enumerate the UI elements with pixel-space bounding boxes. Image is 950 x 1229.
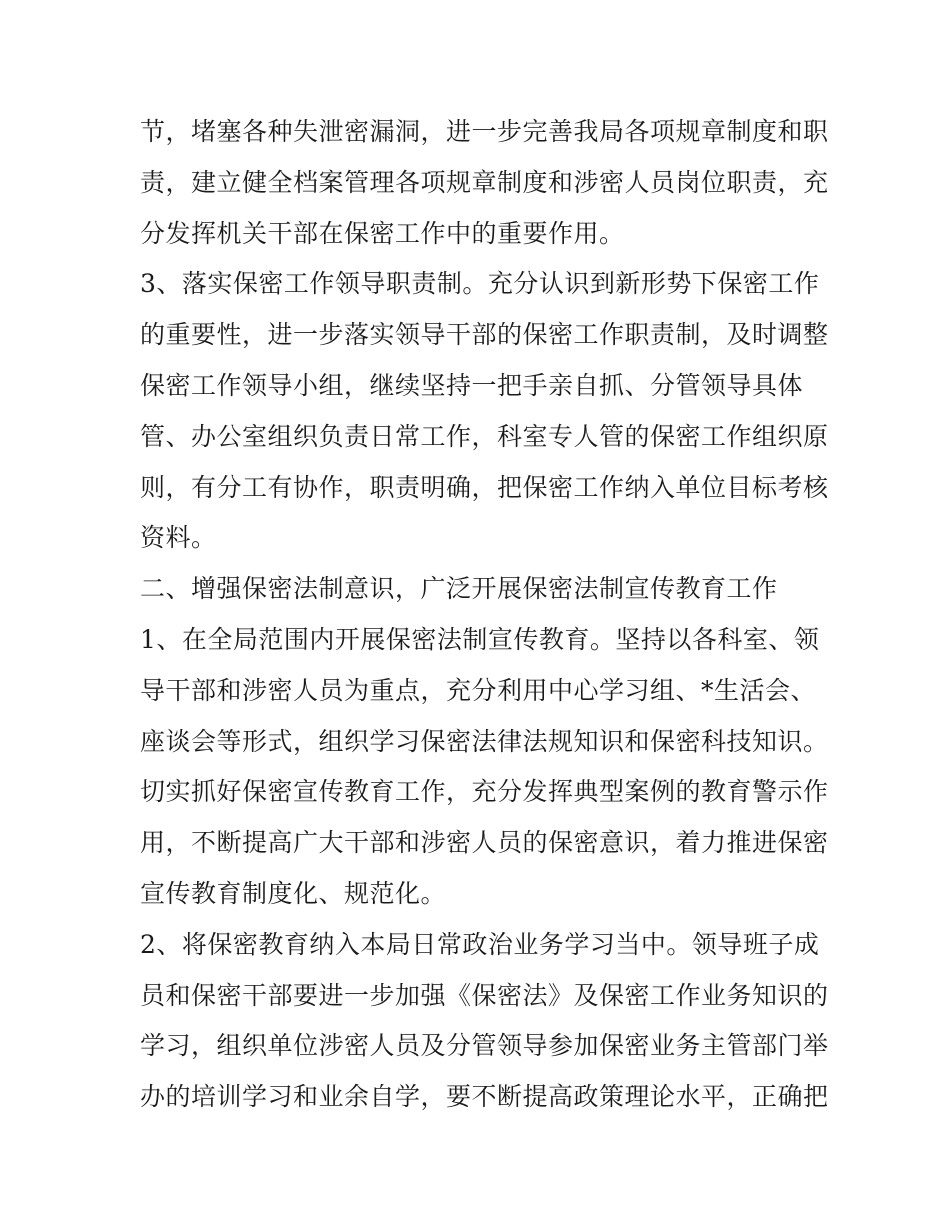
text-line: 学习，组织单位涉密人员及分管领导参加保密业务主管部门举 <box>140 1031 829 1061</box>
text-line: 的重要性，进一步落实领导干部的保密工作职责制，及时调整 <box>140 320 829 350</box>
text-line: 导干部和涉密人员为重点，充分利用中心学习组、*生活会、 <box>140 675 817 705</box>
text-line: 则，有分工有协作，职责明确，把保密工作纳入单位目标考核 <box>140 472 829 502</box>
text-line: 1、在全局范围内开展保密法制宣传教育。坚持以各科室、领 <box>140 624 820 654</box>
text-line: 保密工作领导小组，继续坚持一把手亲自抓、分管领导具体 <box>140 370 804 400</box>
text-line: 管、办公室组织负责日常工作，科室专人管的保密工作组织原 <box>140 421 829 451</box>
text-line: 资料。 <box>140 523 217 553</box>
text-line: 责，建立健全档案管理各项规章制度和涉密人员岗位职责，充 <box>140 167 829 197</box>
text-line: 员和保密干部要进一步加强《保密法》及保密工作业务知识的 <box>140 980 829 1010</box>
text-line: 3、落实保密工作领导职责制。充分认识到新形势下保密工作 <box>140 269 820 299</box>
text-line: 分发挥机关干部在保密工作中的重要作用。 <box>140 218 625 248</box>
text-line: 办的培训学习和业余自学，要不断提高政策理论水平，正确把 <box>140 1082 829 1112</box>
text-line: 座谈会等形式，组织学习保密法律法规知识和保密科技知识。 <box>140 726 829 756</box>
text-line: 用，不断提高广大干部和涉密人员的保密意识，着力推进保密 <box>140 828 829 858</box>
text-line: 宣传教育制度化、规范化。 <box>140 878 447 908</box>
text-line: 2、将保密教育纳入本局日常政治业务学习当中。领导班子成 <box>140 929 820 959</box>
text-line: 节，堵塞各种失泄密漏洞，进一步完善我局各项规章制度和职 <box>140 117 829 146</box>
section-heading: 二、增强保密法制意识，广泛开展保密法制宣传教育工作 <box>140 574 778 604</box>
document-body <box>140 107 829 1123</box>
text-line: 切实抓好保密宣传教育工作，充分发挥典型案例的教育警示作 <box>140 777 829 807</box>
